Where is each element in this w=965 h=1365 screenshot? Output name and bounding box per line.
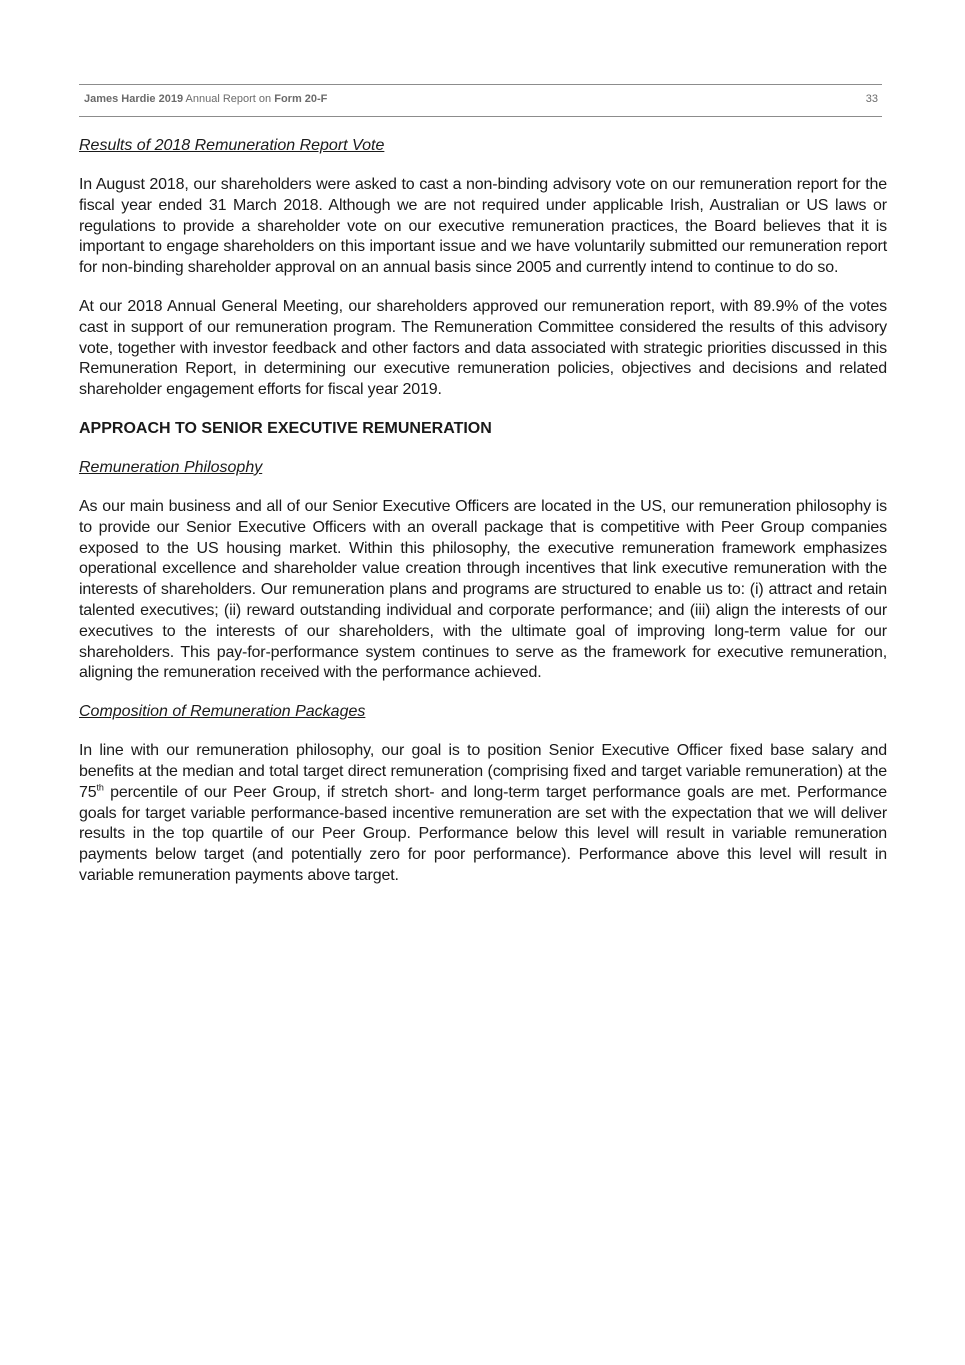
composition-text-b: percentile of our Peer Group, if stretch short- and long-term target performance goals are met. Performance goals for target variable performance-based incentive remuneration are set with the expectation that we will deliver results in the top quartile of our Peer Group. Performance below this level will result in variable remuneration payments below target (and potentially zero for poor performance). Performance above this level will result in variable remuneration payments above target. [79, 783, 887, 884]
header-report: Annual Report on [185, 93, 272, 105]
header-company: James Hardie 2019 [84, 93, 184, 105]
vote-paragraph-2: At our 2018 Annual General Meeting, our shareholders approved our remuneration report, with 89.9% of the votes cast in support of our remuneration program. The Remuneration Committee considered the results of this advisory vote, together with investor feedback and other factors and data associated with strategic priorities discussed in this Remuneration Report, in determining our executive remuneration policies, objectives and decisions and related shareholder engagement efforts for fiscal year 2019. [79, 297, 887, 399]
approach-heading: APPROACH TO SENIOR EXECUTIVE REMUNERATION [79, 419, 492, 437]
page-header [84, 93, 878, 105]
vote-heading: Results of 2018 Remuneration Report Vote [79, 137, 385, 154]
header-bottom-rule [79, 116, 882, 117]
page-number: 33 [865, 93, 878, 105]
composition-text-a: In line with our remuneration philosophy, our goal is to position Senior Executive Officer fixed base salary and benefits at the median and total target direct remuneration (comprising fixed and target variable remuneration) at the 75 [79, 742, 887, 801]
composition-heading: Composition of Remuneration Packages [79, 703, 366, 721]
header-form: Form 20-F [274, 93, 328, 105]
philosophy-heading: Remuneration Philosophy [79, 458, 263, 476]
ordinal-suffix: th [96, 782, 104, 793]
vote-paragraph-1: In August 2018, our shareholders were asked to cast a non-binding advisory vote on our remuneration report for the fiscal year ended 31 March 2018. Although we are not required under applicable Irish, Australian or US laws or regulations to provide a shareholder vote on our executive remuneration practices, the Board believes that it is important to engage shareholders on this important issue and we have voluntarily submitted our remuneration report for non-binding shareholder approval on an annual basis since 2005 and currently intend to continue to do so. [79, 176, 887, 277]
header-top-rule [79, 84, 882, 85]
page-body [79, 136, 887, 905]
philosophy-paragraph: As our main business and all of our Senior Executive Officers are located in the US, our remuneration philosophy is to provide our Senior Executive Officers with an overall package that is competitive with Peer Group companies exposed to the US housing market. Within this philosophy, the executive remuneration framework emphasizes operational excellence and shareholder value creation through incentives that link executive remuneration with the interests of shareholders. Our remuneration plans and programs are structured to enable us to: (i) attract and retain talented executives; (ii) reward outstanding individual and corporate performance; and (iii) align the interests of our executives to the interests of our shareholders, with the ultimate goal of improving long-term value for our shareholders. This pay-for-performance system continues to serve as the framework for executive remuneration, aligning the remuneration received with the performance achieved. [79, 497, 887, 682]
composition-paragraph [79, 741, 887, 887]
